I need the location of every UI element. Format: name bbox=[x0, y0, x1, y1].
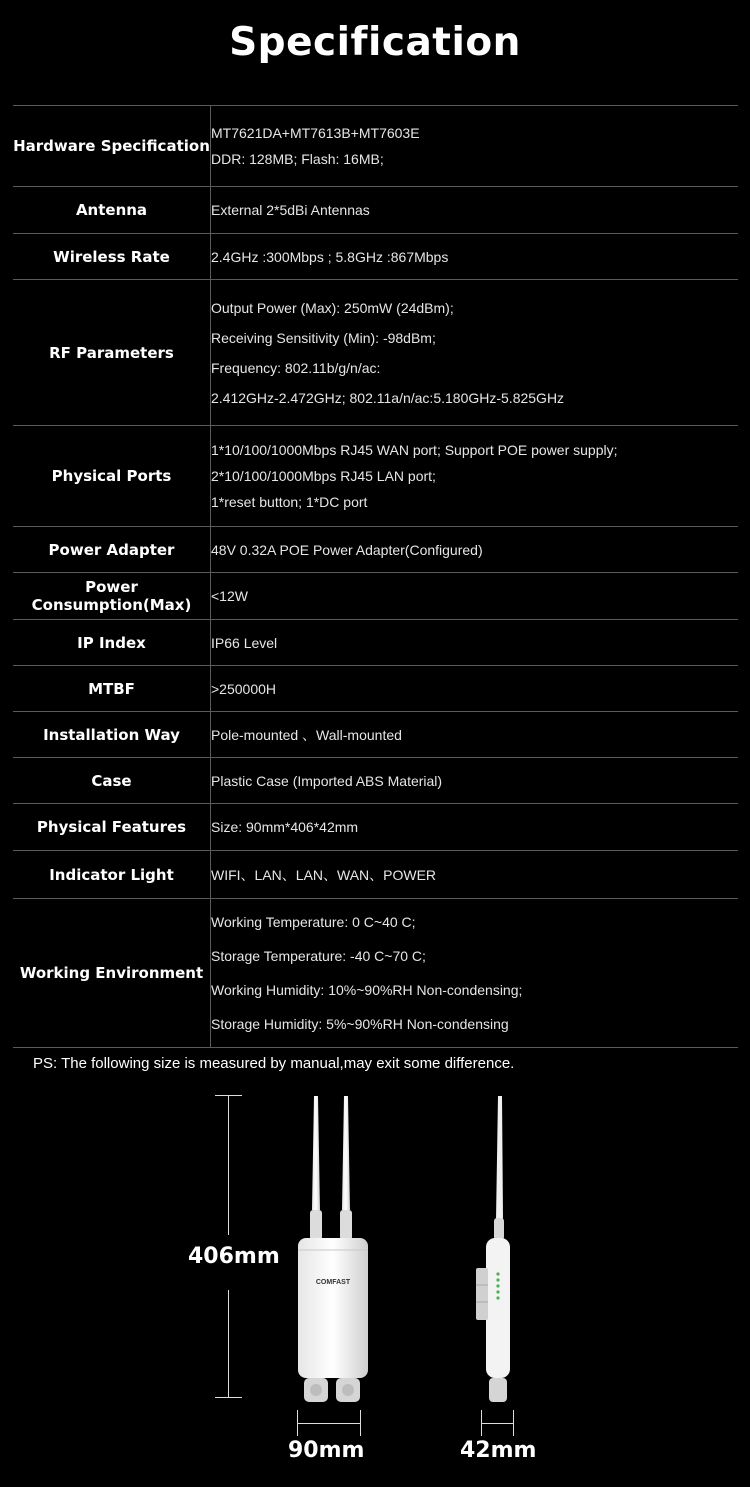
spec-value-line: 1*reset button; 1*DC port bbox=[211, 494, 368, 510]
spec-value-line: Working Humidity: 10%~90%RH Non-condensing; bbox=[211, 982, 523, 998]
spec-row bbox=[13, 573, 738, 620]
spec-label: IP Index bbox=[13, 620, 211, 666]
spec-value-line: Size: 90mm*406*42mm bbox=[211, 819, 359, 835]
spec-label: Hardware Specification bbox=[13, 106, 211, 187]
spec-label: Working Environment bbox=[13, 899, 211, 1048]
spec-value-line: 2*10/100/1000Mbps RJ45 LAN port; bbox=[211, 468, 436, 484]
spec-value bbox=[211, 851, 739, 899]
spec-label: Power Adapter bbox=[13, 527, 211, 573]
spec-label: Physical Ports bbox=[13, 426, 211, 527]
spec-row bbox=[13, 899, 738, 1048]
spec-value-line: 1*10/100/1000Mbps RJ45 WAN port; Support POE power supply; bbox=[211, 442, 618, 458]
measurement-note: PS: The following size is measured by manual,may exit some difference. bbox=[33, 1055, 515, 1072]
spec-row bbox=[13, 426, 738, 527]
spec-value-line: Receiving Sensitivity (Min): -98dBm; bbox=[211, 329, 436, 346]
spec-value-line: 2.412GHz-2.472GHz; 802.11a/n/ac:5.180GHz-5.825GHz bbox=[211, 389, 565, 406]
height-dim-bottom-tick bbox=[215, 1397, 242, 1398]
spec-value bbox=[211, 527, 739, 573]
spec-value bbox=[211, 234, 739, 280]
spec-label: Installation Way bbox=[13, 712, 211, 758]
width-dim-right-tick bbox=[360, 1410, 361, 1436]
spec-label: MTBF bbox=[13, 666, 211, 712]
height-dim-line-bottom bbox=[228, 1290, 229, 1397]
spec-row bbox=[13, 712, 738, 758]
depth-dim-line bbox=[481, 1423, 513, 1424]
spec-value bbox=[211, 106, 739, 187]
spec-value bbox=[211, 712, 739, 758]
depth-dimension-label: 42mm bbox=[460, 1438, 537, 1463]
spec-row bbox=[13, 527, 738, 573]
spec-value-line: DDR: 128MB; Flash: 16MB; bbox=[211, 151, 384, 167]
spec-label: Antenna bbox=[13, 187, 211, 234]
spec-label: Power Consumption(Max) bbox=[13, 573, 211, 620]
spec-row bbox=[13, 234, 738, 280]
spec-value-line: 48V 0.32A POE Power Adapter(Configured) bbox=[211, 541, 483, 558]
spec-label: Physical Features bbox=[13, 804, 211, 851]
spec-row bbox=[13, 804, 738, 851]
spec-row bbox=[13, 280, 738, 426]
spec-value bbox=[211, 899, 739, 1048]
spec-value-line: Pole-mounted 、Wall-mounted bbox=[211, 726, 402, 743]
spec-value-line: IP66 Level bbox=[211, 634, 278, 651]
spec-value-line: Working Temperature: 0 C~40 C; bbox=[211, 914, 416, 930]
height-dim-line-top bbox=[228, 1095, 229, 1235]
spec-value-line: Frequency: 802.11b/g/n/ac: bbox=[211, 359, 381, 376]
spec-value bbox=[211, 666, 739, 712]
spec-value-line: 2.4GHz :300Mbps ; 5.8GHz :867Mbps bbox=[211, 248, 449, 265]
spec-row bbox=[13, 620, 738, 666]
device-front-view bbox=[290, 1092, 375, 1410]
spec-value-line: Storage Temperature: -40 C~70 C; bbox=[211, 948, 426, 964]
width-dimension-label: 90mm bbox=[288, 1438, 365, 1463]
spec-value-line: Storage Humidity: 5%~90%RH Non-condensing bbox=[211, 1016, 509, 1032]
spec-label: RF Parameters bbox=[13, 280, 211, 426]
spec-value-line: Output Power (Max): 250mW (24dBm); bbox=[211, 299, 454, 316]
spec-label: Case bbox=[13, 758, 211, 804]
spec-value-line: WIFI、LAN、LAN、WAN、POWER bbox=[211, 866, 437, 883]
spec-row bbox=[13, 106, 738, 187]
spec-value bbox=[211, 573, 739, 620]
spec-value-line: External 2*5dBi Antennas bbox=[211, 202, 370, 218]
spec-value bbox=[211, 620, 739, 666]
spec-value bbox=[211, 426, 739, 527]
height-dimension-label: 406mm bbox=[188, 1244, 280, 1269]
spec-value-line: MT7621DA+MT7613B+MT7603E bbox=[211, 125, 420, 141]
spec-value-line: Plastic Case (Imported ABS Material) bbox=[211, 772, 443, 789]
spec-table bbox=[13, 105, 738, 1048]
spec-value bbox=[211, 804, 739, 851]
spec-value-line: >250000H bbox=[211, 680, 277, 697]
spec-value-line: <12W bbox=[211, 588, 248, 604]
spec-value bbox=[211, 280, 739, 426]
brand-logo: COMFAST bbox=[315, 1279, 351, 1286]
spec-label: Wireless Rate bbox=[13, 234, 211, 280]
spec-value bbox=[211, 187, 739, 234]
device-side-view bbox=[470, 1092, 520, 1410]
page-title: Specification bbox=[229, 20, 521, 65]
depth-dim-right-tick bbox=[513, 1410, 514, 1436]
spec-label: Indicator Light bbox=[13, 851, 211, 899]
spec-row bbox=[13, 666, 738, 712]
spec-value bbox=[211, 758, 739, 804]
spec-row bbox=[13, 851, 738, 899]
width-dim-line bbox=[297, 1423, 360, 1424]
spec-row bbox=[13, 187, 738, 234]
spec-row bbox=[13, 758, 738, 804]
